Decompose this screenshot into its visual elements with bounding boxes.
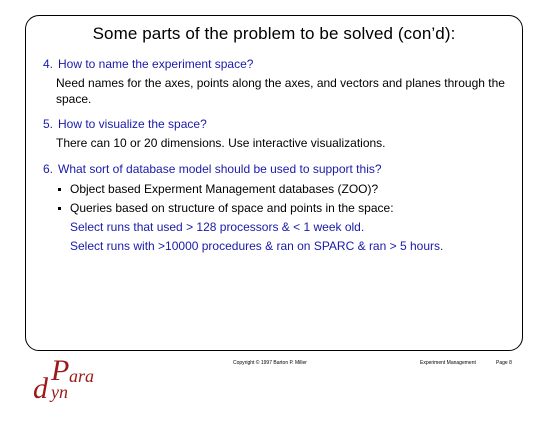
query-example: Select runs with >10000 procedures & ran on SPARC & ran > 5 hours. bbox=[70, 239, 444, 253]
question-6-number: 6. bbox=[43, 162, 54, 176]
question-6-text: What sort of database model should be used to support this? bbox=[58, 162, 382, 176]
question-5-text: How to visualize the space? bbox=[58, 117, 207, 131]
footer-section: Experiment Management bbox=[420, 360, 476, 366]
slide-frame bbox=[25, 15, 523, 351]
slide-title: Some parts of the problem to be solved (con’d): bbox=[92, 24, 456, 43]
logo-text-ara: ara bbox=[69, 366, 95, 386]
question-5 bbox=[43, 116, 513, 151]
bullet-item bbox=[56, 200, 513, 216]
question-6-heading bbox=[43, 161, 513, 177]
bullet-text: Queries based on structure of space and points in the space: bbox=[70, 201, 394, 215]
footer-copyright: Copyright © 1997 Barton P. Miller bbox=[233, 360, 307, 366]
question-6 bbox=[43, 161, 513, 254]
logo-letter-d: d bbox=[33, 372, 48, 405]
question-4-text: How to name the experiment space? bbox=[58, 57, 254, 71]
paradyn-logo bbox=[33, 356, 123, 406]
question-4-number: 4. bbox=[43, 57, 54, 71]
question-4-answer: Need names for the axes, points along the axes, and vectors and planes through the space. bbox=[56, 76, 505, 106]
question-4 bbox=[43, 56, 513, 107]
bullet-item bbox=[56, 181, 513, 197]
bullet-text: Object based Experment Management databases (ZOO)? bbox=[70, 182, 379, 196]
footer-page-number: Page 8 bbox=[496, 360, 512, 366]
logo-text-yn: yn bbox=[51, 382, 68, 402]
question-5-answer: There can 10 or 20 dimensions. Use interactive visualizations. bbox=[56, 136, 386, 150]
bullet-icon bbox=[58, 207, 61, 210]
logo-letter-p: P bbox=[51, 354, 70, 387]
question-5-heading bbox=[43, 116, 513, 132]
bullet-icon bbox=[58, 188, 61, 191]
question-4-heading bbox=[43, 56, 513, 72]
query-example: Select runs that used > 128 processors & < 1 week old. bbox=[70, 220, 365, 234]
question-5-number: 5. bbox=[43, 117, 54, 131]
